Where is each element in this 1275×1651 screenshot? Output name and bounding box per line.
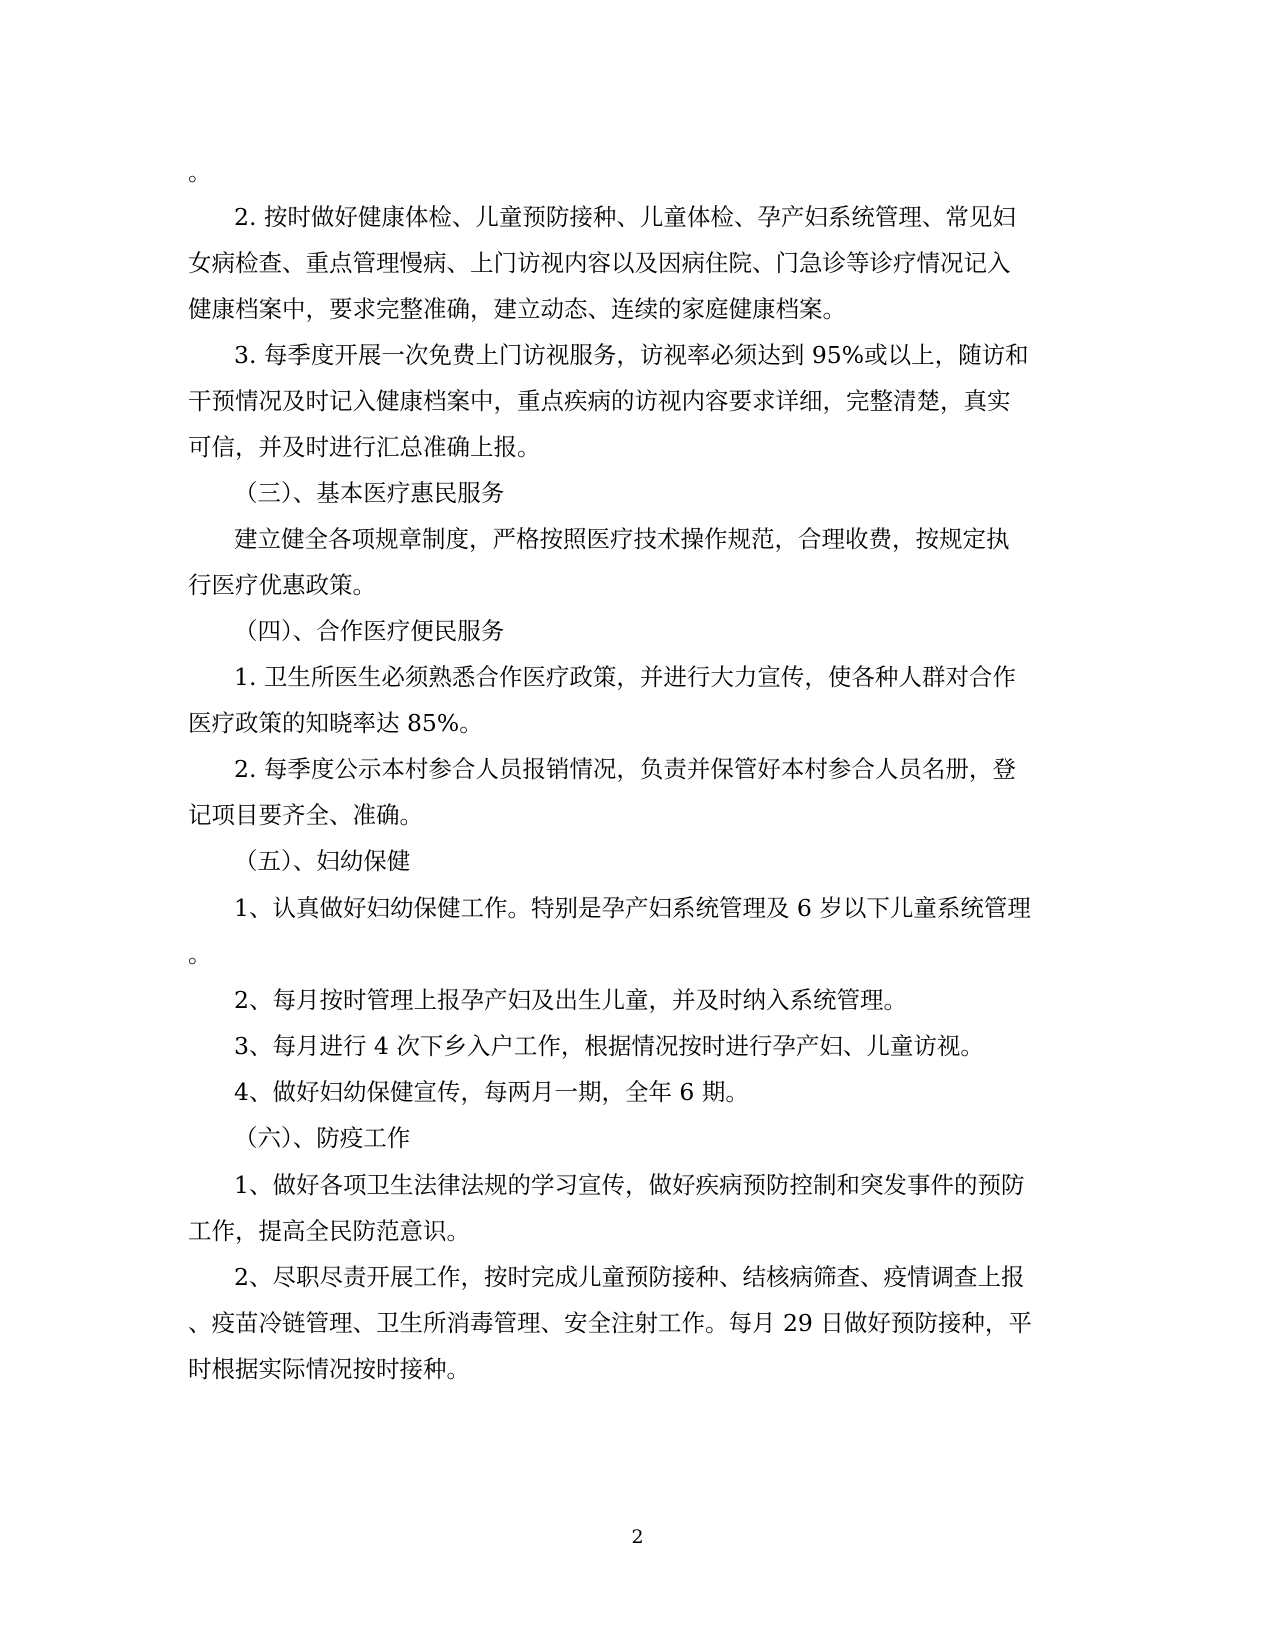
text-line: 4、做好妇幼保健宣传，每两月一期，全年 6 期。 bbox=[234, 1078, 749, 1106]
page-number: 2 bbox=[631, 1526, 644, 1548]
text-line: 。 bbox=[188, 158, 212, 186]
text-line: 行医疗优惠政策。 bbox=[188, 571, 376, 599]
section-heading: （五）、妇幼保健 bbox=[234, 847, 411, 875]
text-line: 可信，并及时进行汇总准确上报。 bbox=[188, 433, 541, 461]
text-line: 1. 卫生所医生必须熟悉合作医疗政策，并进行大力宣传，使各种人群对合作 bbox=[234, 663, 1016, 691]
text-line: 3、每月进行 4 次下乡入户工作，根据情况按时进行孕产妇、儿童访视。 bbox=[234, 1032, 984, 1060]
section-heading: （六）、防疫工作 bbox=[234, 1124, 411, 1152]
text-line: 。 bbox=[188, 940, 212, 968]
text-line: 2. 按时做好健康体检、儿童预防接种、儿童体检、孕产妇系统管理、常见妇 bbox=[234, 203, 1016, 231]
section-heading: （四）、合作医疗便民服务 bbox=[234, 617, 505, 645]
text-line: 记项目要齐全、准确。 bbox=[188, 801, 423, 829]
text-line: 建立健全各项规章制度，严格按照医疗技术操作规范，合理收费，按规定执 bbox=[234, 525, 1010, 553]
text-line: 时根据实际情况按时接种。 bbox=[188, 1355, 470, 1383]
text-line: 1、做好各项卫生法律法规的学习宣传，做好疾病预防控制和突发事件的预防 bbox=[234, 1171, 1025, 1199]
text-line: 2. 每季度公示本村参合人员报销情况，负责并保管好本村参合人员名册，登 bbox=[234, 755, 1016, 783]
text-line: 、疫苗冷链管理、卫生所消毒管理、安全注射工作。每月 29 日做好预防接种，平 bbox=[188, 1309, 1032, 1337]
text-line: 2、尽职尽责开展工作，按时完成儿童预防接种、结核病筛查、疫情调查上报 bbox=[234, 1263, 1025, 1291]
text-line: 2、每月按时管理上报孕产妇及出生儿童，并及时纳入系统管理。 bbox=[234, 986, 907, 1014]
text-line: 工作，提高全民防范意识。 bbox=[188, 1217, 470, 1245]
text-line: 3. 每季度开展一次免费上门访视服务，访视率必须达到 95%或以上，随访和 bbox=[234, 341, 1029, 369]
text-line: 医疗政策的知晓率达 85%。 bbox=[188, 709, 483, 737]
text-line: 1、认真做好妇幼保健工作。特别是孕产妇系统管理及 6 岁以下儿童系统管理 bbox=[234, 894, 1031, 922]
section-heading: （三）、基本医疗惠民服务 bbox=[234, 479, 505, 507]
text-line: 健康档案中，要求完整准确，建立动态、连续的家庭健康档案。 bbox=[188, 295, 846, 323]
text-line: 干预情况及时记入健康档案中，重点疾病的访视内容要求详细，完整清楚，真实 bbox=[188, 387, 1011, 415]
text-line: 女病检查、重点管理慢病、上门访视内容以及因病住院、门急诊等诊疗情况记入 bbox=[188, 249, 1011, 277]
